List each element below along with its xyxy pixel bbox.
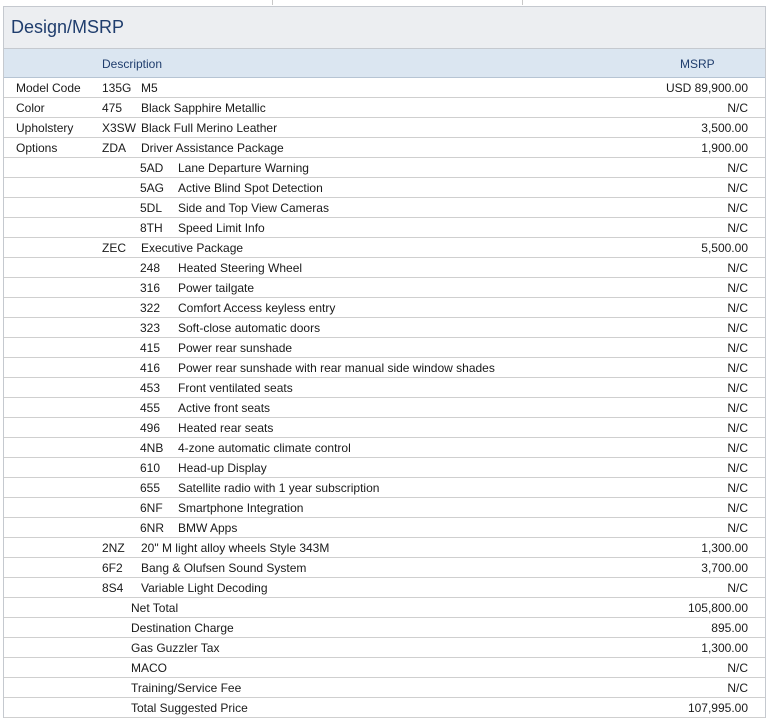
panel-title: Design/MSRP xyxy=(11,17,125,37)
table-row xyxy=(4,498,765,518)
panel-header xyxy=(4,7,765,49)
row-price: N/C xyxy=(727,321,748,335)
row-price: N/C xyxy=(727,301,748,315)
sub-option-code: 6NF xyxy=(140,501,163,515)
row-label: Upholstery xyxy=(16,121,74,135)
sub-option-description: Heated Steering Wheel xyxy=(178,261,303,275)
summary-label: Training/Service Fee xyxy=(131,681,242,695)
table-row xyxy=(4,358,765,378)
option-code: 475 xyxy=(102,101,123,115)
sub-option-description: Active front seats xyxy=(178,401,271,415)
table-row xyxy=(4,198,765,218)
row-price: N/C xyxy=(727,361,748,375)
summary-label: Gas Guzzler Tax xyxy=(131,641,220,655)
table-row xyxy=(4,558,765,578)
option-code: 2NZ xyxy=(102,541,125,555)
sub-option-code: 610 xyxy=(140,461,161,475)
sub-option-description: Active Blind Spot Detection xyxy=(178,181,323,195)
column-description: Description xyxy=(102,57,163,71)
table-row xyxy=(4,218,765,238)
row-price: N/C xyxy=(727,281,748,295)
table-row xyxy=(4,638,765,658)
sub-option-code: 8TH xyxy=(140,221,163,235)
table-row xyxy=(4,318,765,338)
table-row xyxy=(4,238,765,258)
row-price: N/C xyxy=(727,381,748,395)
table-row xyxy=(4,258,765,278)
row-label: Color xyxy=(16,101,45,115)
option-description: Black Full Merino Leather xyxy=(141,121,278,135)
row-price: 1,300.00 xyxy=(701,541,748,555)
sub-option-description: BMW Apps xyxy=(178,521,238,535)
option-description: Black Sapphire Metallic xyxy=(141,101,266,115)
table-row xyxy=(4,278,765,298)
option-code: X3SW xyxy=(102,121,137,135)
row-price: N/C xyxy=(727,221,748,235)
option-description: M5 xyxy=(141,81,158,95)
row-price: 3,500.00 xyxy=(701,121,748,135)
summary-label: Total Suggested Price xyxy=(131,701,248,715)
sub-option-code: 5AD xyxy=(140,161,164,175)
table-row xyxy=(4,658,765,678)
table-row xyxy=(4,578,765,598)
sub-option-description: Heated rear seats xyxy=(178,421,274,435)
row-price: 1,900.00 xyxy=(701,141,748,155)
sub-option-code: 5DL xyxy=(140,201,163,215)
row-price: N/C xyxy=(727,461,748,475)
table-row xyxy=(4,298,765,318)
sub-option-description: Smartphone Integration xyxy=(178,501,304,515)
sub-option-code: 322 xyxy=(140,301,161,315)
summary-label: Destination Charge xyxy=(131,621,234,635)
row-price: N/C xyxy=(727,661,748,675)
sub-option-description: Soft-close automatic doors xyxy=(178,321,321,335)
row-price: N/C xyxy=(727,521,748,535)
row-price: N/C xyxy=(727,401,748,415)
summary-label: MACO xyxy=(131,661,167,675)
row-price: N/C xyxy=(727,481,748,495)
option-description: Variable Light Decoding xyxy=(141,581,268,595)
sub-option-code: 455 xyxy=(140,401,161,415)
sub-option-code: 496 xyxy=(140,421,161,435)
row-price: 5,500.00 xyxy=(701,241,748,255)
row-price: 3,700.00 xyxy=(701,561,748,575)
row-price: USD 89,900.00 xyxy=(665,81,748,95)
row-price: 105,800.00 xyxy=(687,601,748,615)
row-price: 107,995.00 xyxy=(687,701,748,715)
row-label: Options xyxy=(16,141,58,155)
sub-option-code: 416 xyxy=(140,361,161,375)
option-code: ZDA xyxy=(102,141,126,155)
table-row xyxy=(4,118,765,138)
design-msrp-panel xyxy=(3,6,766,718)
row-price: 895.00 xyxy=(711,621,748,635)
row-price: N/C xyxy=(727,181,748,195)
table-row xyxy=(4,538,765,558)
table-column-header xyxy=(4,49,765,78)
row-price: N/C xyxy=(727,261,748,275)
sub-option-description: 4-zone automatic climate control xyxy=(178,441,351,455)
option-description: Driver Assistance Package xyxy=(141,141,284,155)
row-price: N/C xyxy=(727,341,748,355)
sub-option-code: 5AG xyxy=(140,181,165,195)
sub-option-description: Head-up Display xyxy=(178,461,267,475)
sub-option-code: 248 xyxy=(140,261,161,275)
row-price: N/C xyxy=(727,581,748,595)
option-description: Bang & Olufsen Sound System xyxy=(141,561,307,575)
table-row xyxy=(4,598,765,618)
table-row xyxy=(4,418,765,438)
table-row xyxy=(4,98,765,118)
sub-option-code: 453 xyxy=(140,381,161,395)
sub-option-description: Lane Departure Warning xyxy=(178,161,309,175)
row-price: N/C xyxy=(727,421,748,435)
option-code: 6F2 xyxy=(102,561,123,575)
sub-option-code: 316 xyxy=(140,281,161,295)
option-code: 135G xyxy=(102,81,132,95)
sub-option-code: 655 xyxy=(140,481,161,495)
sub-option-code: 415 xyxy=(140,341,161,355)
row-price: N/C xyxy=(727,101,748,115)
msrp-table-body xyxy=(4,78,765,718)
table-row xyxy=(4,178,765,198)
table-row xyxy=(4,138,765,158)
sub-option-description: Satellite radio with 1 year subscription xyxy=(178,481,380,495)
sub-option-description: Comfort Access keyless entry xyxy=(178,301,336,315)
option-code: 8S4 xyxy=(102,581,124,595)
sub-option-description: Power rear sunshade with rear manual side window shades xyxy=(178,361,495,375)
row-price: N/C xyxy=(727,681,748,695)
table-row xyxy=(4,698,765,718)
column-msrp: MSRP xyxy=(680,57,715,71)
option-description: 20" M light alloy wheels Style 343M xyxy=(141,541,330,555)
row-price: N/C xyxy=(727,441,748,455)
row-price: N/C xyxy=(727,501,748,515)
sub-option-code: 4NB xyxy=(140,441,164,455)
row-price: N/C xyxy=(727,201,748,215)
table-row xyxy=(4,618,765,638)
sub-option-description: Power tailgate xyxy=(178,281,255,295)
table-row xyxy=(4,78,765,98)
row-price: 1,300.00 xyxy=(701,641,748,655)
sub-option-code: 323 xyxy=(140,321,161,335)
table-row xyxy=(4,478,765,498)
row-price: N/C xyxy=(727,161,748,175)
row-label: Model Code xyxy=(16,81,81,95)
table-row xyxy=(4,158,765,178)
sub-option-code: 6NR xyxy=(140,521,165,535)
sub-option-description: Speed Limit Info xyxy=(178,221,265,235)
table-row xyxy=(4,438,765,458)
table-row xyxy=(4,458,765,478)
summary-label: Net Total xyxy=(131,601,179,615)
table-row xyxy=(4,518,765,538)
table-row xyxy=(4,338,765,358)
sub-option-description: Front ventilated seats xyxy=(178,381,293,395)
option-code: ZEC xyxy=(102,241,126,255)
sub-option-description: Power rear sunshade xyxy=(178,341,293,355)
table-row xyxy=(4,378,765,398)
table-row xyxy=(4,398,765,418)
table-row xyxy=(4,678,765,698)
sub-option-description: Side and Top View Cameras xyxy=(178,201,329,215)
option-description: Executive Package xyxy=(141,241,244,255)
